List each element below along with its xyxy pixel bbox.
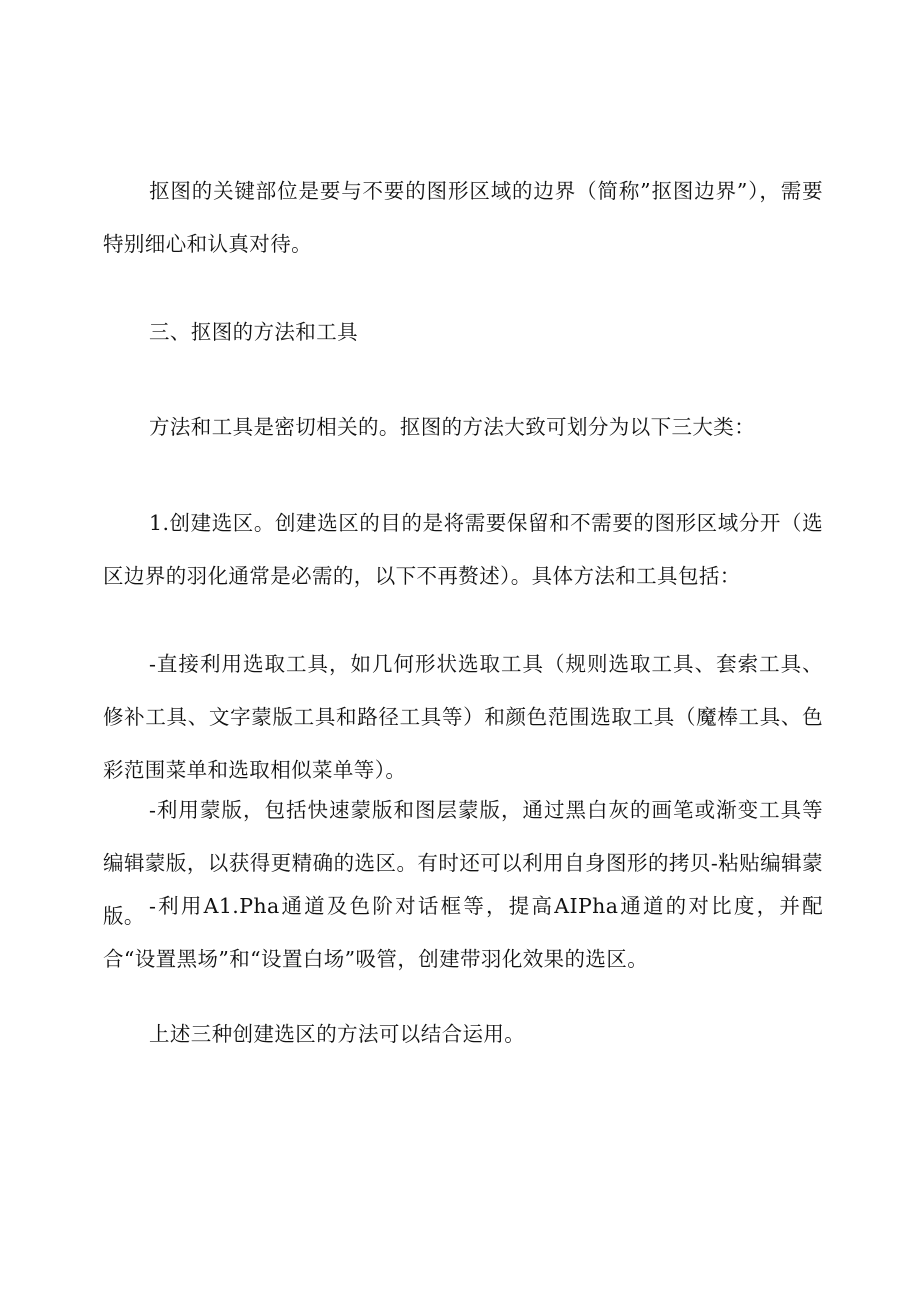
list-item-selection-tools: -直接利用选取工具，如几何形状选取工具（规则选取工具、套索工具、修补工具、文字蒙版工具和路径工具等）和颜色范围选取工具（魔棒工具、色彩范围菜单和选取相似菜单等）。 (103, 652, 823, 782)
paragraph-combine-methods: 上述三种创建选区的方法可以结合运用。 (149, 1022, 526, 1046)
list-item-masks: -利用蒙版，包括快速蒙版和图层蒙版，通过黑白灰的画笔或渐变工具等编辑蒙版，以获得更精确的选区。有时还可以利用自身图形的拷贝-粘贴编辑蒙版。 (103, 798, 823, 928)
paragraph-methods-intro: 方法和工具是密切相关的。抠图的方法大致可划分为以下三大类： (149, 415, 756, 439)
paragraph-create-selection: 1.创建选区。创建选区的目的是将需要保留和不需要的图形区域分开（选区边界的羽化通常是必需的，以下不再赘述）。具体方法和工具包括： (103, 511, 823, 588)
list-item-alpha-channel: -利用A1.Pha通道及色阶对话框等，提高AIPha通道的对比度，并配合“设置黑场”和“设置白场”吸管，创建带羽化效果的选区。 (103, 894, 823, 971)
section-heading-methods-tools: 三、抠图的方法和工具 (149, 320, 358, 344)
paragraph-matting-boundary: 抠图的关键部位是要与不要的图形区域的边界（简称”抠图边界”），需要特别细心和认真对待。 (103, 179, 823, 256)
